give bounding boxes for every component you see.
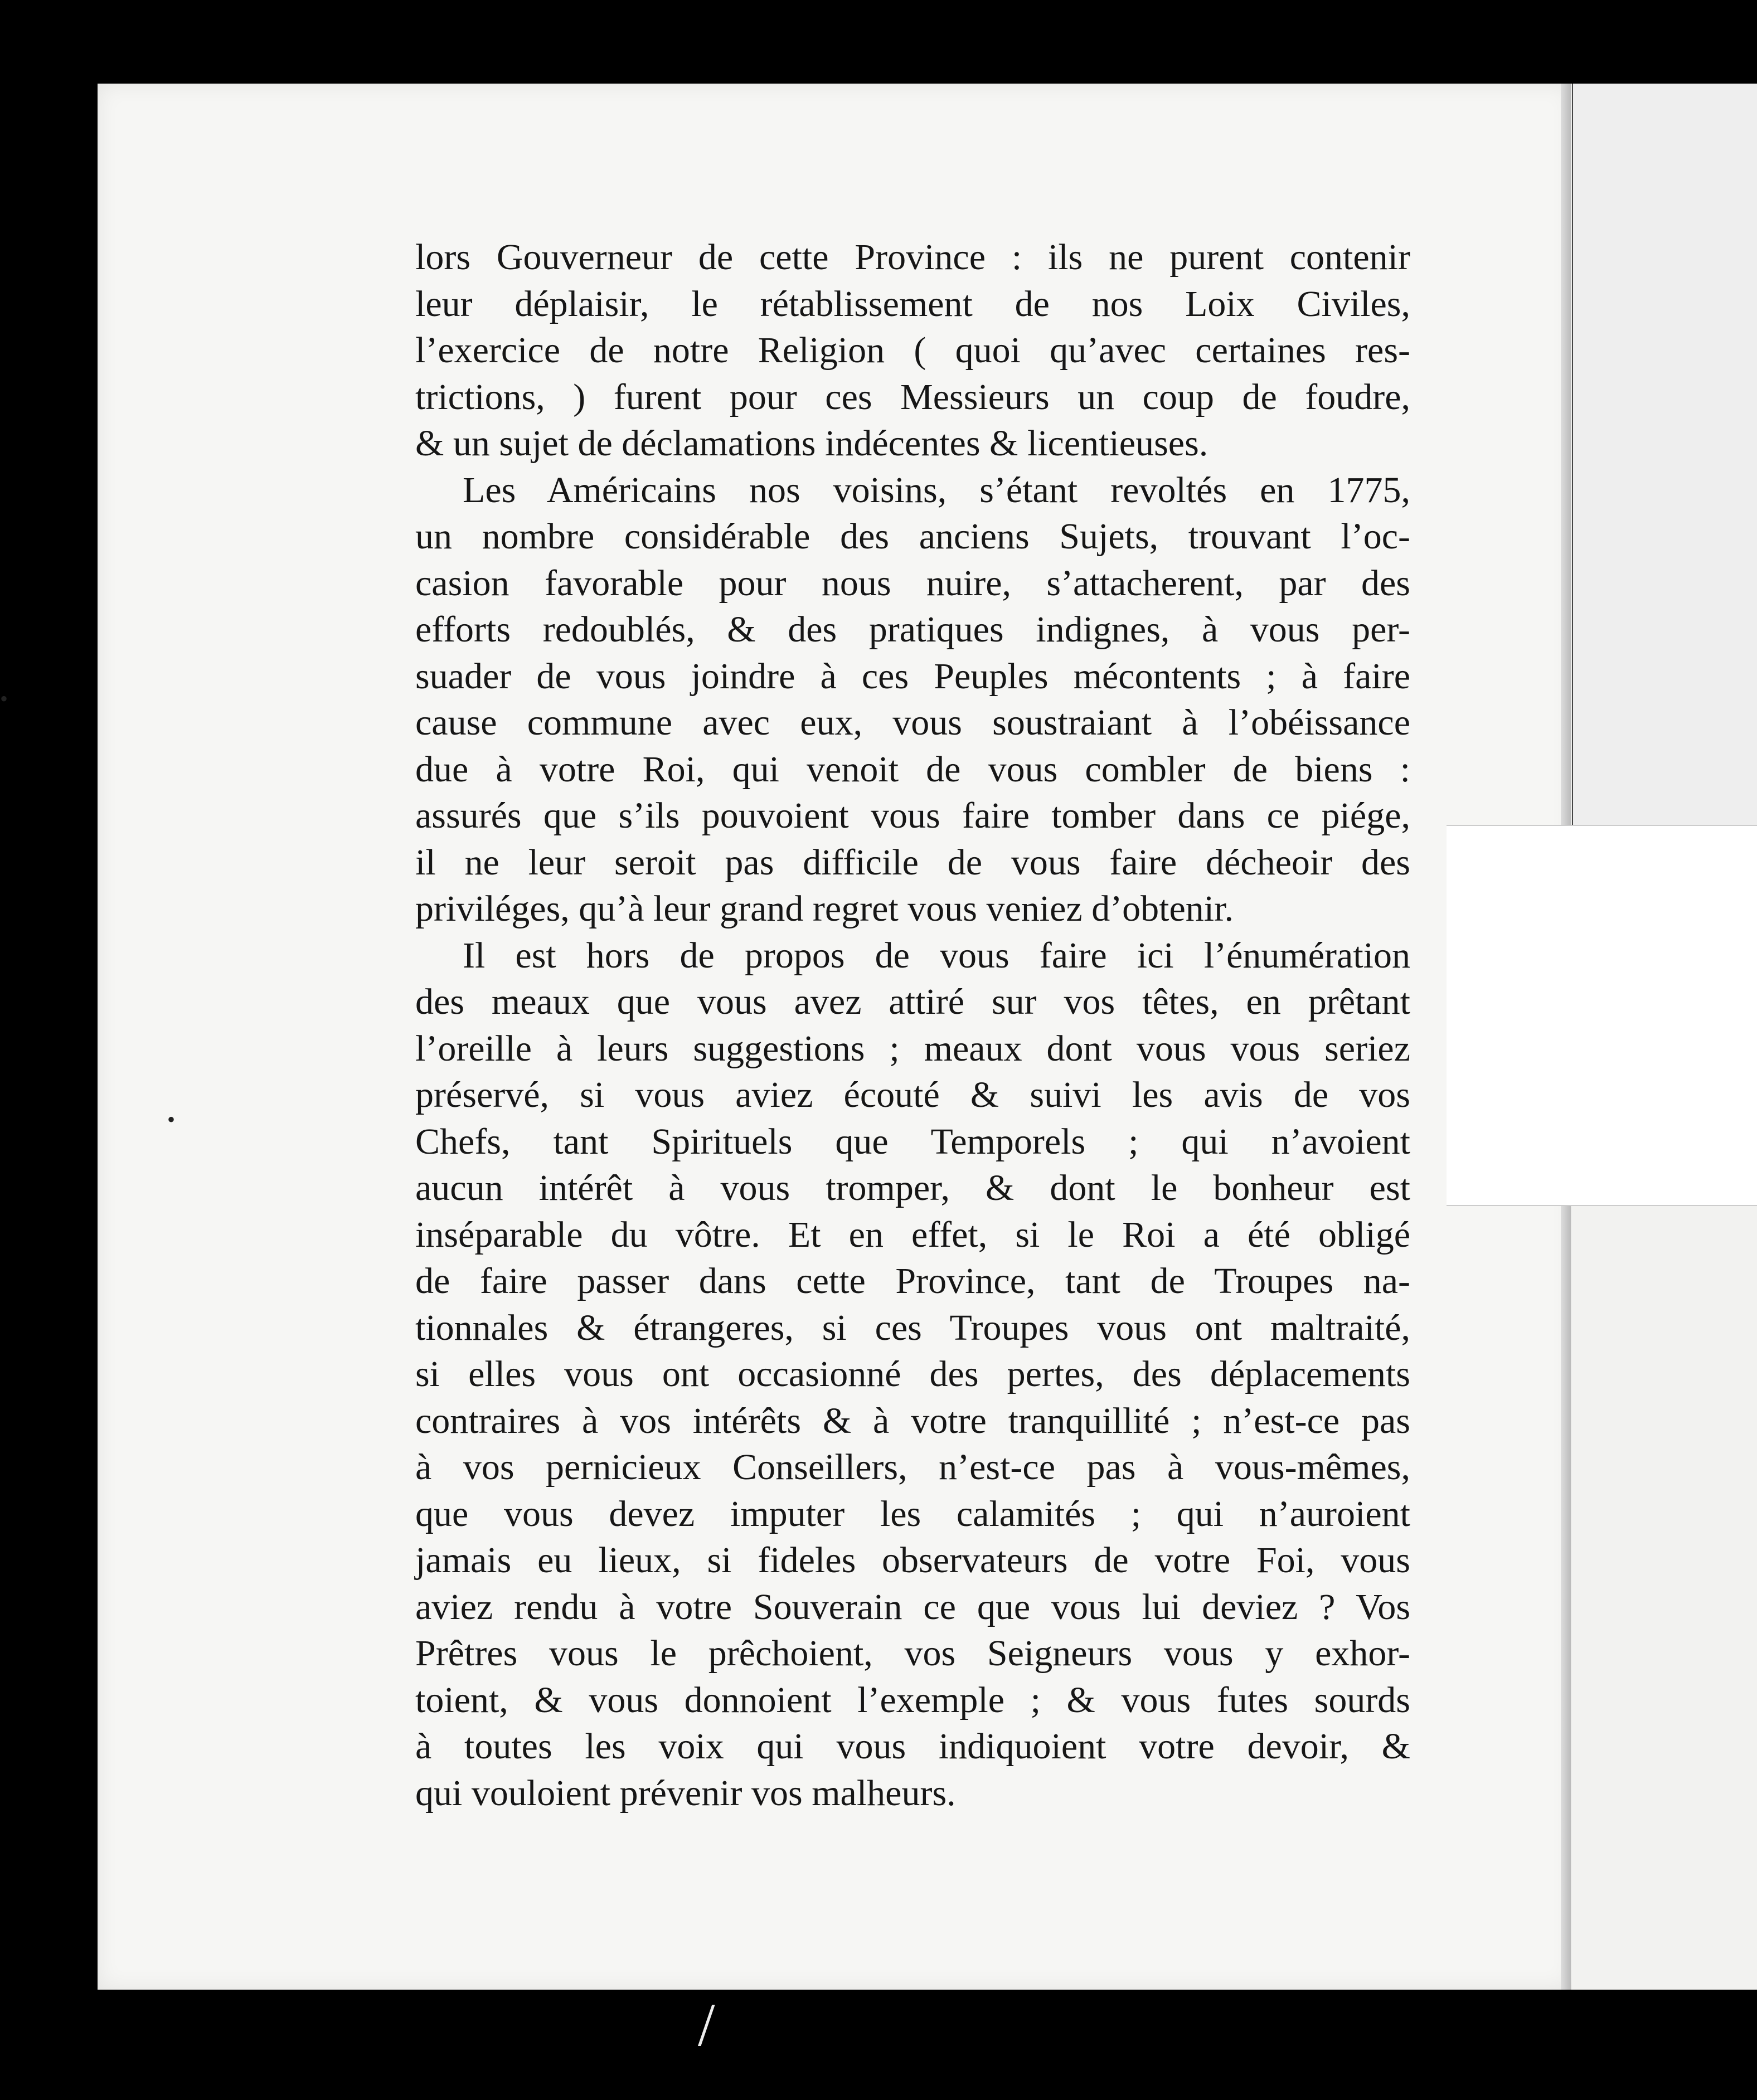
text-line: l’oreille à leurs suggestions ; meaux dont vous vous seriez [415,1028,1410,1069]
text-line: aucun intérêt à vous tromper, & dont le bonheur est [415,1168,1410,1208]
text-line: aviez rendu à votre Souverain ce que vous lui deviez ? Vos [415,1586,1410,1627]
body-text [415,234,1410,1816]
text-line: toient, & vous donnoient l’exemple ; & vous futes sourds [415,1679,1410,1720]
text-line: trictions, ) furent pour ces Messieurs un coup de foudre, [415,376,1410,417]
ink-speck: • [0,686,8,711]
text-line: leur déplaisir, le rétablissement de nos Loix Civiles, [415,283,1410,324]
text-line: que vous devez imputer les calamités ; qui n’auroient [415,1493,1410,1534]
text-line: cause commune avec eux, vous soustraiant à l’obéissance [415,702,1410,743]
pasted-paper-patch [1447,825,1757,1206]
text-line: due à votre Roi, qui venoit de vous combler de biens : [415,748,1410,790]
text-line: il ne leur seroit pas difficile de vous faire décheoir des [415,842,1410,883]
text-line: à vos pernicieux Conseillers, n’est-ce pas à vous-mêmes, [415,1447,1410,1488]
text-line: contraires à vos intérêts & à votre tranquillité ; n’est-ce pas [415,1400,1410,1441]
adjacent-page [1572,84,1757,1990]
text-line: Il est hors de propos de vous faire ici l’énumération [463,935,1410,976]
text-line: inséparable du vôtre. Et en effet, si le Roi a été obligé [415,1214,1410,1255]
text-line: préservé, si vous aviez écouté & suivi les avis de vos [415,1075,1410,1115]
text-line: assurés que s’ils pouvoient vous faire tomber dans ce piége, [415,795,1410,836]
text-line: & un sujet de déclamations indécentes & licentieuses. [415,423,1208,464]
text-line: priviléges, qu’à leur grand regret vous veniez d’obtenir. [415,888,1234,929]
text-line: si elles vous ont occasionné des pertes, des déplacements [415,1354,1410,1394]
text-line: lors Gouverneur de cette Province : ils ne purent contenir [415,237,1410,278]
ink-mark: / [698,1991,715,2059]
text-line: Prêtres vous le prêchoient, vos Seigneurs vous y exhor- [415,1633,1410,1674]
text-line: casion favorable pour nous nuire, s’attacherent, par des [415,562,1410,604]
text-line: qui vouloient prévenir vos malheurs. [415,1772,956,1814]
text-line: l’exercice de notre Religion ( quoi qu’avec certaines res- [415,330,1410,371]
text-line: Les Américains nos voisins, s’étant revoltés en 1775, [463,469,1410,511]
text-line: tionnales & étrangeres, si ces Troupes vous ont maltraité, [415,1307,1410,1348]
text-line: efforts redoublés, & des pratiques indignes, à vous per- [415,609,1410,650]
text-line: de faire passer dans cette Province, tant de Troupes na- [415,1261,1410,1301]
text-line: des meaux que vous avez attiré sur vos têtes, en prêtant [415,981,1410,1022]
text-line: à toutes les voix qui vous indiquoient votre devoir, & [415,1726,1410,1767]
text-line: un nombre considérable des anciens Sujets, trouvant l’oc- [415,516,1410,557]
text-line: jamais eu lieux, si fideles observateurs de votre Foi, vous [415,1540,1410,1581]
adjacent-page-edge [1572,84,1757,864]
ink-speck: • [167,1107,176,1132]
text-line: suader de vous joindre à ces Peuples mécontents ; à faire [415,655,1410,697]
text-line: Chefs, tant Spirituels que Temporels ; qui n’avoient [415,1121,1410,1162]
